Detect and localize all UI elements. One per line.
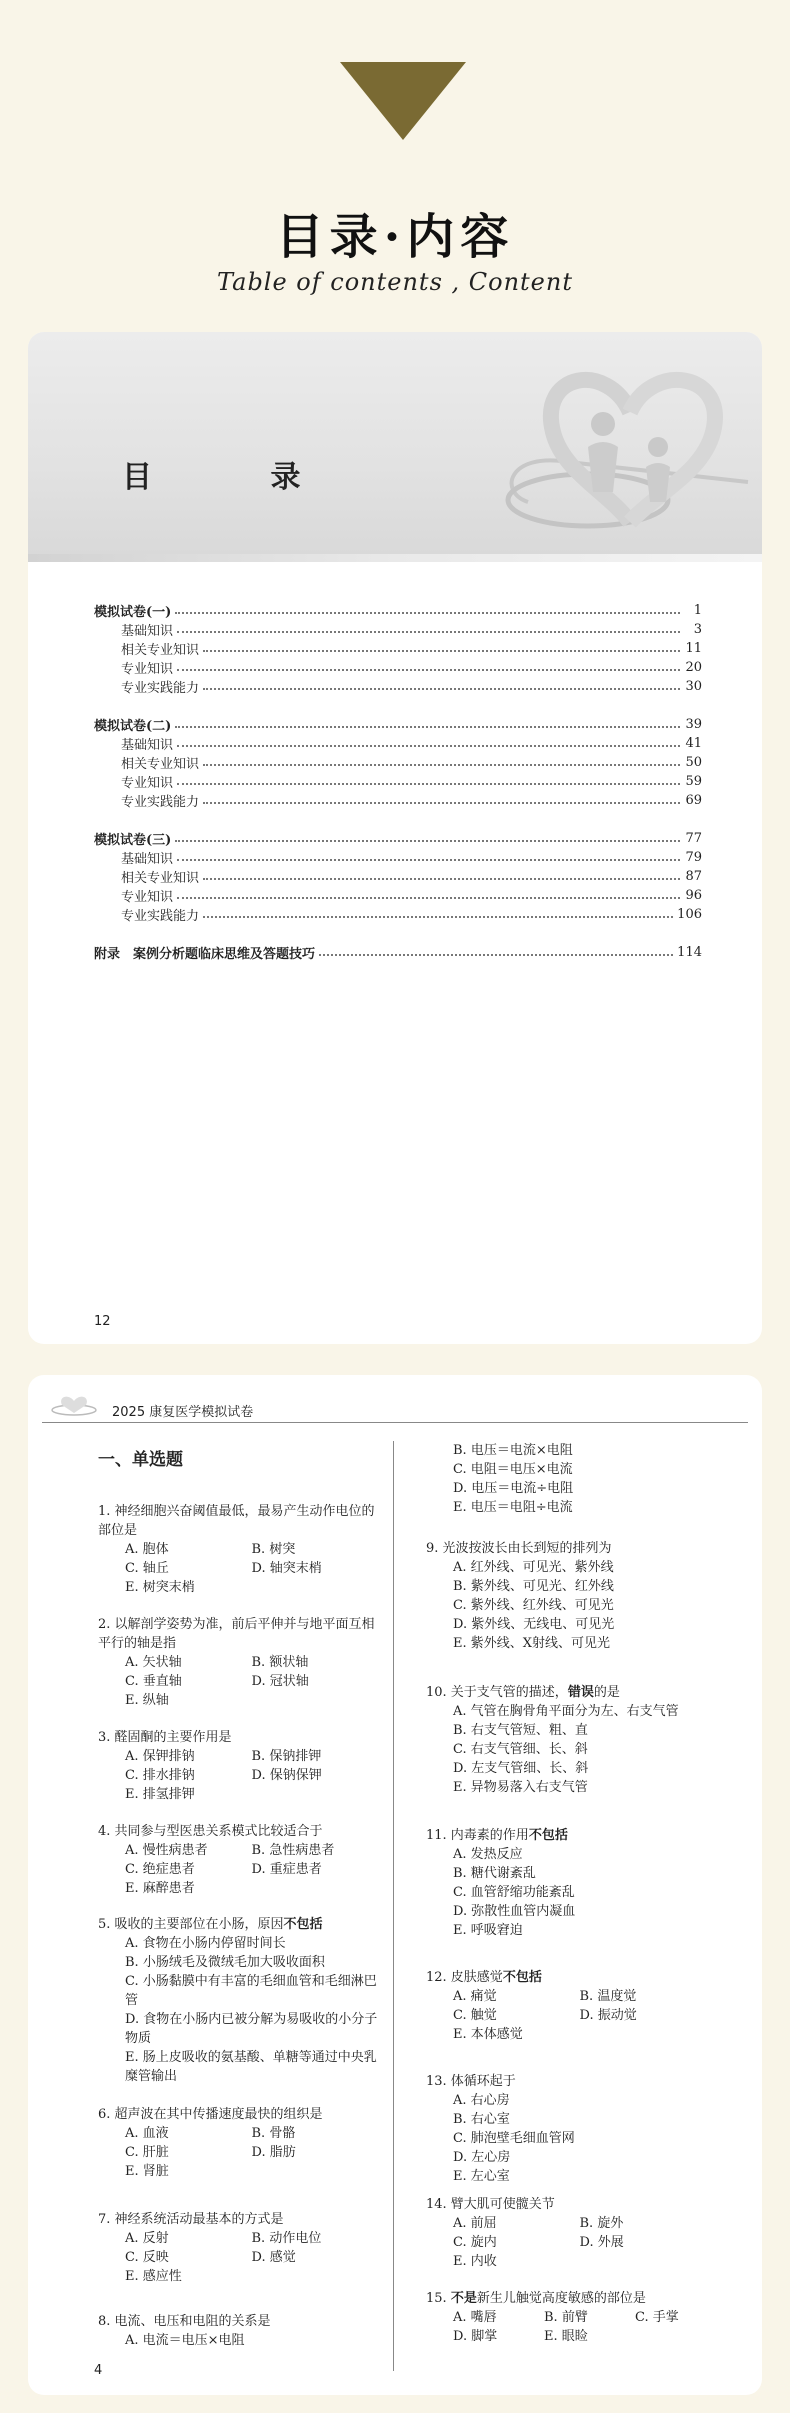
answer-option: C. 血管舒缩功能紊乱 xyxy=(453,1885,575,1900)
toc-entry: 相关专业知识 87 xyxy=(121,869,702,886)
answer-option: E. 肾脏 xyxy=(125,2164,169,2179)
column-divider xyxy=(393,1441,394,2371)
question-item xyxy=(426,1968,706,2044)
answer-option: D. 食物在小肠内已被分解为易吸收的小分子物质 xyxy=(125,2012,378,2046)
question-item xyxy=(98,2312,378,2350)
section-title: 一、单选题 xyxy=(98,1450,183,1470)
answer-option: C. 电阻＝电压×电流 xyxy=(453,1462,573,1477)
answer-option: E. 树突末梢 xyxy=(125,1580,195,1595)
answer-option: E. 异物易落入右支气管 xyxy=(453,1780,588,1795)
page-subtitle: Table of contents , Content xyxy=(216,268,573,296)
toc-entry: 专业实践能力 106 xyxy=(121,907,702,924)
answer-option: B. 温度觉 xyxy=(579,1989,637,2004)
answer-option: E. 内收 xyxy=(453,2254,497,2269)
toc-entry: 专业知识 59 xyxy=(121,774,702,791)
answer-option: B. 急性病患者 xyxy=(251,1843,335,1858)
answer-option: A. 食物在小肠内停留时间长 xyxy=(125,1936,286,1951)
answer-option: A. 前屈 xyxy=(453,2216,497,2231)
question-stem: 9. 光波按波长由长到短的排列为 xyxy=(426,1541,612,1556)
answer-option: C. 绝症患者 xyxy=(125,1862,195,1877)
question-stem: 10. 关于支气管的描述，错误的是 xyxy=(426,1685,620,1700)
answer-option: C. 肺泡壁毛细血管网 xyxy=(453,2131,575,2146)
page-main-title: 目录·内容 xyxy=(275,209,515,265)
question-stem: 7. 神经系统活动最基本的方式是 xyxy=(98,2212,284,2227)
answer-option: B. 树突 xyxy=(251,1542,296,1557)
answer-option: D. 外展 xyxy=(579,2235,624,2250)
toc-entry: 专业实践能力 69 xyxy=(121,793,702,810)
answer-option: D. 左心房 xyxy=(453,2150,511,2165)
answer-option: D. 冠状轴 xyxy=(251,1674,309,1689)
toc-entry: 基础知识 3 xyxy=(121,622,702,639)
question-stem: 8. 电流、电压和电阻的关系是 xyxy=(98,2314,271,2329)
answer-option: D. 感觉 xyxy=(251,2250,296,2265)
answer-option: D. 紫外线、无线电、可见光 xyxy=(453,1617,615,1632)
answer-option: E. 电压＝电阻÷电流 xyxy=(453,1500,573,1515)
answer-option: B. 动作电位 xyxy=(251,2231,322,2246)
answer-option: C. 旋内 xyxy=(453,2235,497,2250)
answer-option: E. 纵轴 xyxy=(125,1693,169,1708)
medical-heart-logo-icon xyxy=(498,352,762,552)
answer-option: C. 轴丘 xyxy=(125,1561,169,1576)
answer-option: C. 紫外线、红外线、可见光 xyxy=(453,1598,614,1613)
answer-option: B. 右支气管短、粗、直 xyxy=(453,1723,588,1738)
toc-entry: 专业实践能力 30 xyxy=(121,679,702,696)
answer-option: A. 嘴唇 xyxy=(453,2310,497,2325)
answer-option: B. 前臂 xyxy=(544,2310,588,2325)
answer-option: D. 左支气管细、长、斜 xyxy=(453,1761,589,1776)
toc-entry: 基础知识 41 xyxy=(121,736,702,753)
question-stem: 13. 体循环起于 xyxy=(426,2074,516,2089)
answer-option: C. 小肠黏膜中有丰富的毛细血管和毛细淋巴管 xyxy=(125,1974,377,2008)
answer-option: E. 本体感觉 xyxy=(453,2027,523,2042)
question-item xyxy=(426,1826,706,1940)
toc-header-divider xyxy=(28,554,762,562)
toc-card xyxy=(28,332,762,1344)
answer-option: A. 右心房 xyxy=(453,2093,510,2108)
question-item xyxy=(98,2210,378,2286)
toc-entry: 模拟试卷(一) 1 xyxy=(94,603,702,620)
title-triangle-ornament xyxy=(340,62,466,140)
question-item xyxy=(426,2072,706,2186)
question-stem: 14. 臂大肌可使髋关节 xyxy=(426,2197,555,2212)
answer-option: E. 麻醉患者 xyxy=(125,1881,195,1896)
answer-option: D. 弥散性血管内凝血 xyxy=(453,1904,576,1919)
question-item xyxy=(426,2289,726,2346)
answer-option: E. 感应性 xyxy=(125,2269,182,2284)
answer-option: C. 手掌 xyxy=(635,2310,679,2325)
answer-option: E. 左心室 xyxy=(453,2169,510,2184)
answer-option: E. 肠上皮吸收的氨基酸、单糖等通过中央乳糜管输出 xyxy=(125,2050,377,2084)
answer-option: A. 胞体 xyxy=(125,1542,169,1557)
toc-entry: 相关专业知识 11 xyxy=(121,641,702,658)
answer-option: A. 血液 xyxy=(125,2126,169,2141)
answer-option: C. 垂直轴 xyxy=(125,1674,182,1689)
toc-page-number: 12 xyxy=(94,1314,111,1329)
answer-option: C. 触觉 xyxy=(453,2008,497,2023)
answer-option: A. 保钾排钠 xyxy=(125,1749,195,1764)
question-stem: 4. 共同参与型医患关系模式比较适合于 xyxy=(98,1824,323,1839)
answer-option: B. 右心室 xyxy=(453,2112,510,2127)
answer-option: A. 反射 xyxy=(125,2231,169,2246)
answer-option: B. 额状轴 xyxy=(251,1655,309,1670)
question-stem: 5. 吸收的主要部位在小肠，原因不包括 xyxy=(98,1917,323,1932)
answer-option: D. 轴突末梢 xyxy=(251,1561,322,1576)
answer-option: C. 排水排钠 xyxy=(125,1768,195,1783)
question-item xyxy=(426,1539,706,1653)
question-item xyxy=(98,1615,378,1710)
answer-option: D. 脚掌 xyxy=(453,2329,498,2344)
question-stem: 3. 醛固酮的主要作用是 xyxy=(98,1730,232,1745)
answer-option: A. 痛觉 xyxy=(453,1989,497,2004)
answer-option: B. 糖代谢紊乱 xyxy=(453,1866,536,1881)
toc-entry: 专业知识 20 xyxy=(121,660,702,677)
question-stem: 11. 内毒素的作用不包括 xyxy=(426,1828,568,1843)
toc-entry: 模拟试卷(二) 39 xyxy=(94,717,702,734)
answer-option: C. 肝脏 xyxy=(125,2145,169,2160)
answer-option: B. 骨骼 xyxy=(251,2126,296,2141)
answer-option: B. 保钠排钾 xyxy=(251,1749,322,1764)
answer-option: D. 保钠保钾 xyxy=(251,1768,322,1783)
question-item xyxy=(98,1915,378,2086)
answer-option: E. 排氢排钾 xyxy=(125,1787,195,1802)
question-item-continued xyxy=(426,1441,706,1517)
toc-heading: 目 录 xyxy=(122,460,355,495)
question-item xyxy=(98,1502,378,1597)
question-item xyxy=(98,2105,378,2181)
answer-option: D. 电压＝电流÷电阻 xyxy=(453,1481,574,1496)
answer-option: D. 脂肪 xyxy=(251,2145,296,2160)
answer-option: E. 紫外线、X射线、可见光 xyxy=(453,1636,611,1651)
answer-option: B. 旋外 xyxy=(579,2216,624,2231)
question-item xyxy=(426,1683,726,1797)
answer-option: E. 呼吸窘迫 xyxy=(453,1923,523,1938)
toc-entry: 模拟试卷(三) 77 xyxy=(94,831,702,848)
answer-option: E. 眼睑 xyxy=(544,2329,588,2344)
answer-option: B. 紫外线、可见光、红外线 xyxy=(453,1579,614,1594)
answer-option: A. 气管在胸骨角平面分为左、右支气管 xyxy=(453,1704,679,1719)
exam-page-number: 4 xyxy=(94,2363,103,2378)
answer-option: C. 右支气管细、长、斜 xyxy=(453,1742,588,1757)
toc-entry-appendix: 附录 案例分析题临床思维及答题技巧 114 xyxy=(94,945,702,962)
answer-option: D. 振动觉 xyxy=(579,2008,637,2023)
answer-option: B. 小肠绒毛及微绒毛加大吸收面积 xyxy=(125,1955,325,1970)
header-ornament-icon xyxy=(50,1393,98,1417)
header-rule xyxy=(42,1422,748,1423)
question-item xyxy=(426,2195,706,2271)
exam-header-title: 2025 康复医学模拟试卷 xyxy=(112,1405,254,1420)
answer-option: B. 电压＝电流×电阻 xyxy=(453,1443,573,1458)
answer-option: D. 重症患者 xyxy=(251,1862,322,1877)
answer-option: A. 慢性病患者 xyxy=(125,1843,208,1858)
answer-option: A. 电流＝电压×电阻 xyxy=(125,2333,245,2348)
answer-option: C. 反映 xyxy=(125,2250,169,2265)
question-stem: 6. 超声波在其中传播速度最快的组织是 xyxy=(98,2107,323,2122)
toc-entry: 专业知识 96 xyxy=(121,888,702,905)
question-stem: 12. 皮肤感觉不包括 xyxy=(426,1970,542,1985)
question-item xyxy=(98,1728,378,1804)
answer-option: A. 发热反应 xyxy=(453,1847,523,1862)
question-stem: 2. 以解剖学姿势为准，前后平伸并与地平面互相平行的轴是指 xyxy=(98,1617,375,1651)
toc-entry: 相关专业知识 50 xyxy=(121,755,702,772)
question-stem: 1. 神经细胞兴奋阈值最低，最易产生动作电位的部位是 xyxy=(98,1504,375,1538)
answer-option: A. 红外线、可见光、紫外线 xyxy=(453,1560,614,1575)
question-item xyxy=(98,1822,378,1898)
question-stem: 15. 不是新生儿触觉高度敏感的部位是 xyxy=(426,2291,646,2306)
answer-option: A. 矢状轴 xyxy=(125,1655,182,1670)
exam-page-card xyxy=(28,1375,762,2395)
toc-entry: 基础知识 79 xyxy=(121,850,702,867)
